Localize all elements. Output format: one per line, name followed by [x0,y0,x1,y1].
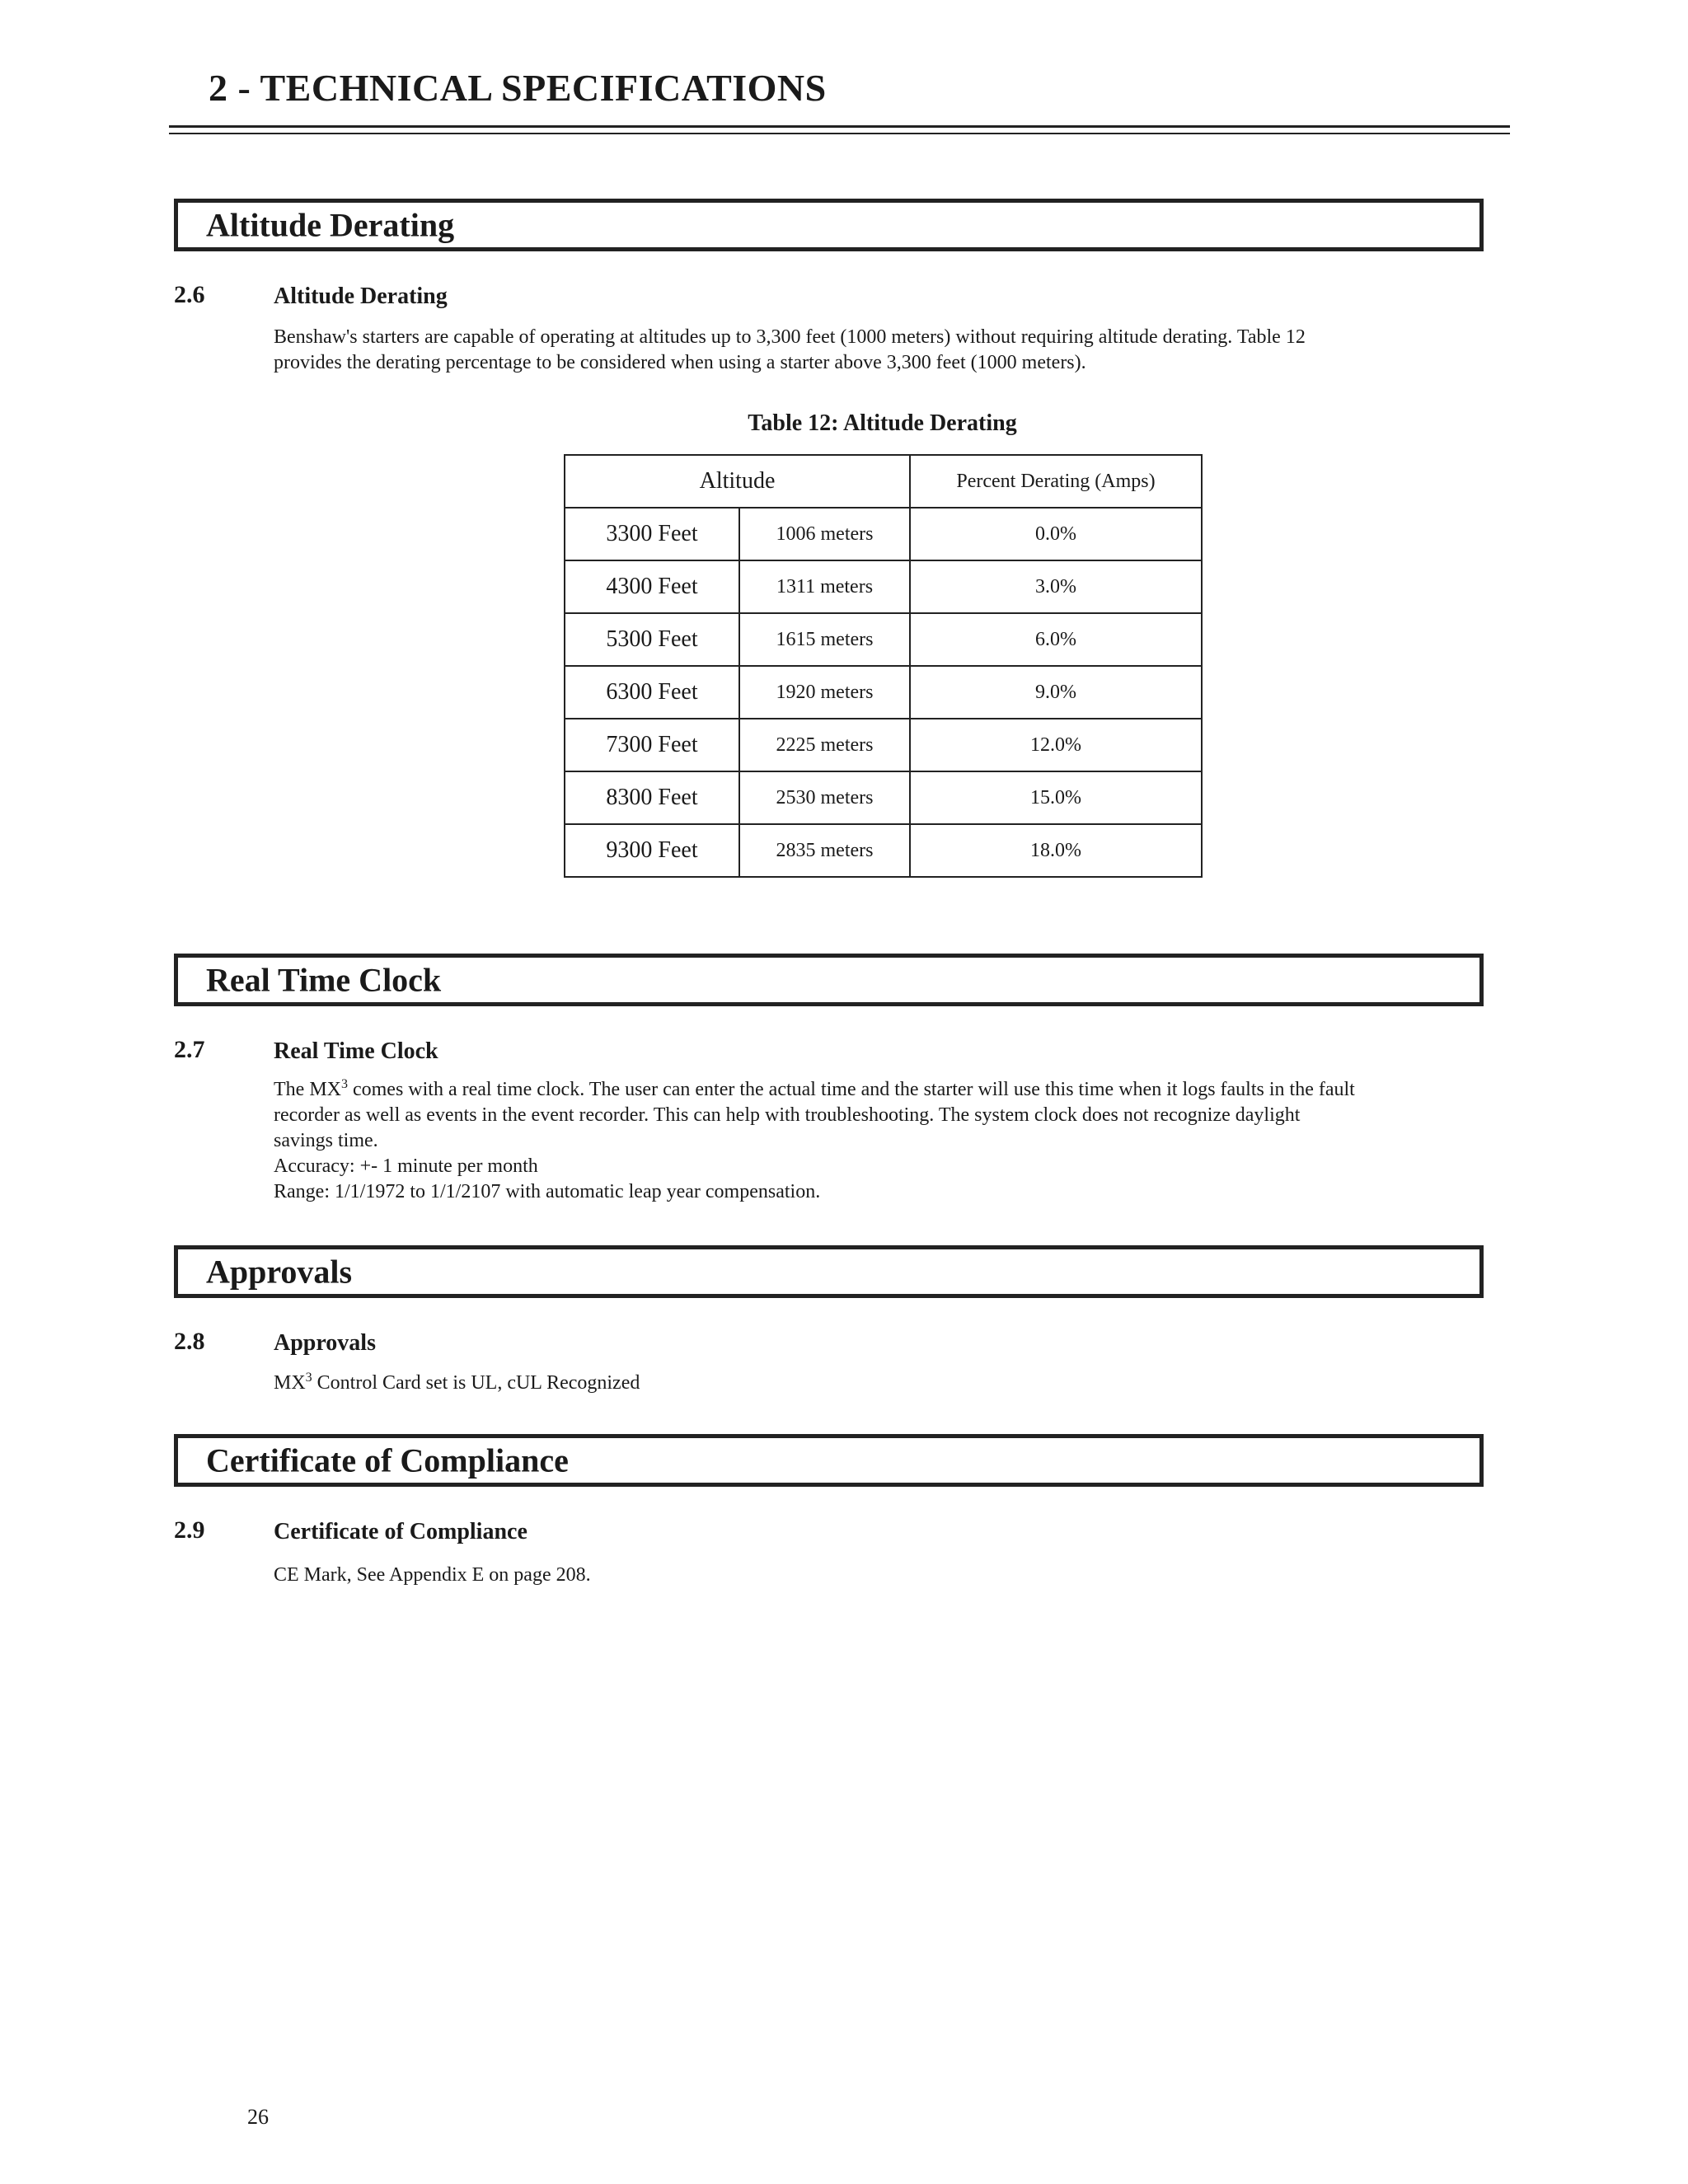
text-run: The MX [274,1079,341,1100]
subsection-number: 2.7 [174,1036,205,1063]
section-box-certificate-of-compliance [174,1434,1484,1487]
text-run: MX [274,1372,306,1394]
table-row [565,666,1202,719]
section-box-approvals [174,1245,1484,1298]
body-line [274,1077,1510,1103]
cell-feet: 3300 Feet [565,508,739,560]
header-rule-thin [169,133,1510,134]
cell-feet: 4300 Feet [565,560,739,613]
cell-meters: 1920 meters [739,666,910,719]
cell-percent: 6.0% [910,613,1202,666]
section-box-title: Altitude Derating [206,206,455,244]
cell-percent: 0.0% [910,508,1202,560]
cell-feet: 5300 Feet [565,613,739,666]
subsection-number: 2.8 [174,1328,205,1355]
cell-percent: 3.0% [910,560,1202,613]
section-box-real-time-clock [174,954,1484,1006]
subsection-title: Certificate of Compliance [274,1519,528,1544]
section-box-title: Approvals [206,1253,353,1291]
cell-feet: 6300 Feet [565,666,739,719]
table-row [565,613,1202,666]
cell-meters: 1006 meters [739,508,910,560]
table-row [565,719,1202,771]
page-number: 26 [247,2105,269,2129]
subsection-title: Real Time Clock [274,1038,438,1064]
subsection-number: 2.9 [174,1516,205,1544]
cell-meters: 2835 meters [739,824,910,877]
section-box-altitude-derating [174,199,1484,251]
text-run: comes with a real time clock. The user can enter the actual time and the starter will use this time when it logs faults in the fault [347,1079,1355,1100]
body-line: savings time. [274,1130,378,1151]
cell-feet: 8300 Feet [565,771,739,824]
subsection-title: Approvals [274,1330,376,1356]
cell-percent: 15.0% [910,771,1202,824]
clock-body-text [274,1077,1510,1205]
chapter-title: 2 - TECHNICAL SPECIFICATIONS [209,67,827,109]
text-run: Control Card set is UL, cUL Recognized [312,1372,640,1394]
cell-meters: 2225 meters [739,719,910,771]
header-rule-thick [169,125,1510,128]
table-row [565,508,1202,560]
subsection-title: Altitude Derating [274,284,448,309]
cell-percent: 18.0% [910,824,1202,877]
cell-meters: 1311 meters [739,560,910,613]
body-line: recorder as well as events in the event recorder. This can help with troubleshooting. The system clock does not recognize daylight [274,1104,1301,1126]
superscript: 3 [305,1371,312,1385]
range-line: Range: 1/1/1972 to 1/1/2107 with automatic leap year compensation. [274,1181,821,1202]
superscript: 3 [340,1077,348,1091]
body-line: Benshaw's starters are capable of operating at altitudes up to 3,300 feet (1000 meters) without requiring altitude derating. Table 12 [274,326,1306,348]
table-row [565,560,1202,613]
cell-percent: 9.0% [910,666,1202,719]
header-percent-derating: Percent Derating (Amps) [910,455,1202,508]
body-line [274,1371,1510,1396]
table-row [565,771,1202,824]
cell-feet: 7300 Feet [565,719,739,771]
section-box-title: Real Time Clock [206,961,442,999]
table-row [565,824,1202,877]
altitude-body-text [274,325,1510,376]
cell-meters: 1615 meters [739,613,910,666]
table-header-row [565,455,1202,508]
cell-feet: 9300 Feet [565,824,739,877]
cell-percent: 12.0% [910,719,1202,771]
subsection-number: 2.6 [174,281,205,308]
accuracy-line: Accuracy: +- 1 minute per month [274,1155,538,1177]
body-line: provides the derating percentage to be considered when using a starter above 3,300 feet (1000 meters). [274,352,1086,373]
cell-meters: 2530 meters [739,771,910,824]
table-caption: Table 12: Altitude Derating [748,410,1017,436]
body-line: CE Mark, See Appendix E on page 208. [274,1564,591,1586]
header-altitude: Altitude [565,455,910,508]
compliance-body-text [274,1563,1510,1588]
section-box-title: Certificate of Compliance [206,1441,569,1479]
approvals-body-text [274,1371,1510,1396]
altitude-derating-table [564,454,1203,878]
